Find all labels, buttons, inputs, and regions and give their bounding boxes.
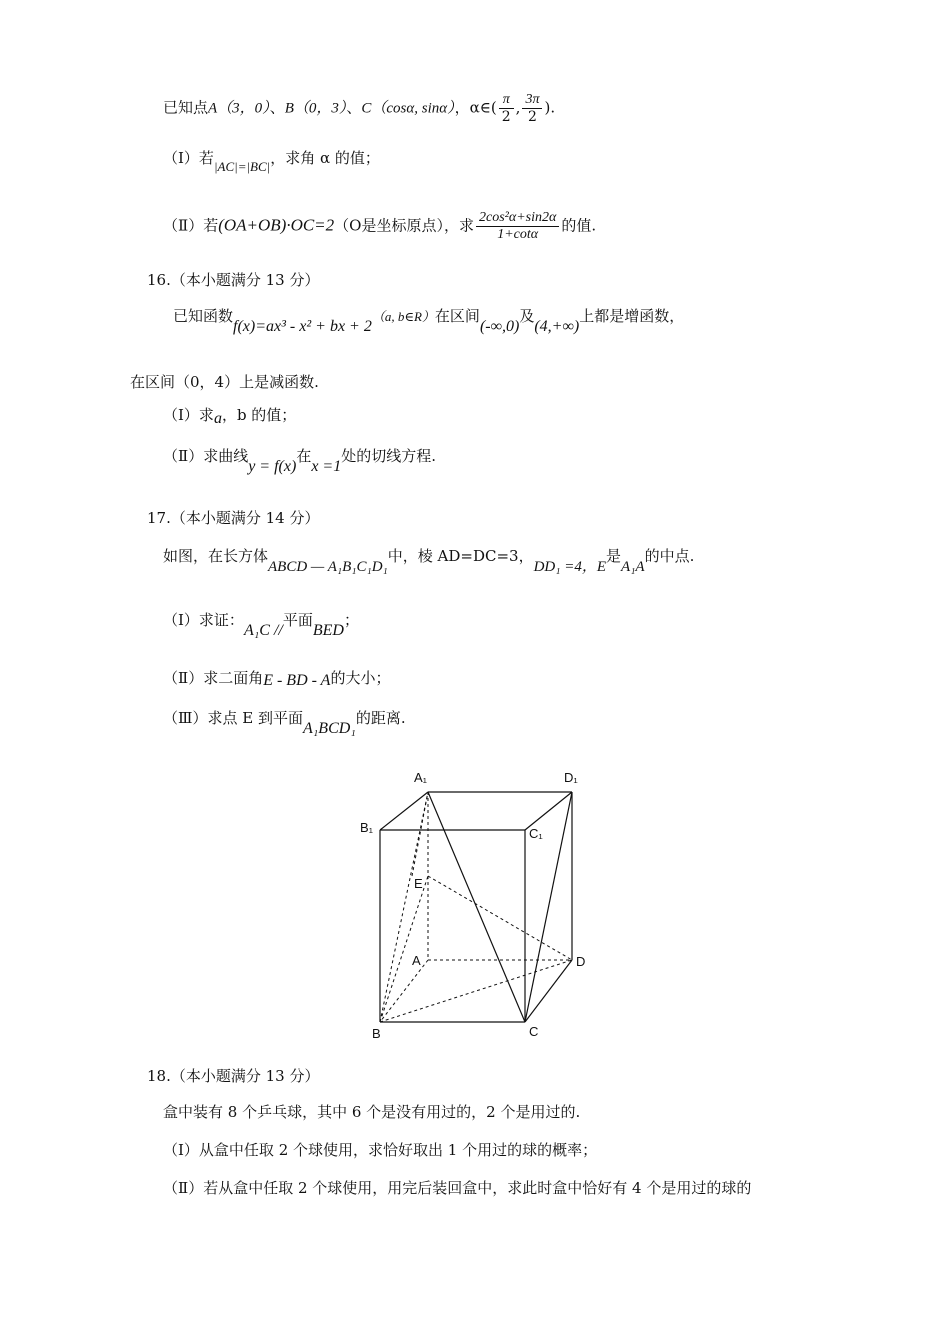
q17-part3: （Ⅲ）求点 E 到平面A₁BCD₁的距离. <box>163 709 406 737</box>
q16-x: x =1 <box>311 458 342 475</box>
point-a: A（3，0） <box>208 100 270 117</box>
q18-heading: 18.（本小题满分 13 分） <box>147 1067 320 1085</box>
q15-p2-math: (OA+OB)·OC=2 <box>218 215 335 235</box>
q15-intro: 已知点A（3，0）、B（0，3）、C（cosα, sinα），α∈( $\frac{\pi}{2}$ , $\frac{3\pi}{2}$ ). <box>163 92 556 125</box>
q17-heading: 17.（本小题满分 14 分） <box>147 509 320 527</box>
q15-p1-math: |AC|=|BC| <box>213 159 271 174</box>
edge-a1-c <box>428 792 525 1022</box>
q16-line1: 已知函数f(x)=ax³ - x² + bx + 2（a, b∈R）在区间(-∞,0)及(4,+∞)上都是增函数， <box>173 307 685 335</box>
fraction-3pi-over-2: $\frac{3\pi}{2}$ <box>522 92 542 125</box>
q16-condition: （a, b∈R） <box>371 309 435 324</box>
edge-b-a1 <box>380 792 428 1022</box>
label-a1: A₁ <box>414 770 428 785</box>
q17-angle: E - BD - A <box>263 672 331 689</box>
q16-line2: 在区间（0，4）上是减函数. <box>130 373 319 391</box>
q15-intro-text: 已知点 <box>163 98 209 117</box>
alpha-condition: ，α∈( <box>454 98 497 117</box>
label-c: C <box>529 1024 539 1039</box>
separator: 、 <box>346 98 362 117</box>
edge-a-b <box>380 960 428 1022</box>
label-b1: B₁ <box>360 820 374 835</box>
q15-p1-post: ，求角 α 的值； <box>270 149 380 167</box>
q18-line1: 盒中装有 8 个乒乓球，其中 6 个是没有用过的，2 个是用过的. <box>163 1103 581 1121</box>
q16-part2: （Ⅱ）求曲线y = f(x)在x =1处的切线方程. <box>163 447 437 475</box>
fraction-pi-over-2: $\frac{\pi}{2}$ <box>499 92 514 125</box>
point-c: C（cosα, sinα） <box>361 100 455 117</box>
label-a: A <box>412 953 421 968</box>
q17-part1: （Ⅰ）求证：A₁C //平面BED； <box>163 611 359 639</box>
q15-p2-post: 的值. <box>561 216 597 235</box>
label-e: E <box>414 876 423 891</box>
label-d1: D₁ <box>564 770 578 785</box>
interval-2: (4,+∞) <box>534 318 580 335</box>
q17-plane: A₁BCD₁ <box>302 720 356 737</box>
label-d: D <box>576 954 586 969</box>
cuboid-figure <box>350 760 600 1050</box>
q16-curve: y = f(x) <box>248 458 297 475</box>
edge-b1-a1 <box>380 792 428 830</box>
q16-var-a: a <box>213 410 222 427</box>
q16-heading: 16.（本小题满分 13 分） <box>147 271 320 289</box>
part-label: （Ⅱ）若 <box>163 216 219 235</box>
q17-line1: 如图，在长方体ABCD — A₁B₁C₁D₁中，棱 AD=DC=3，DD₁ =4，E是A₁A的中点. <box>163 547 695 575</box>
point-b: B（0，3） <box>284 100 347 117</box>
q18-part2: （Ⅱ）若从盒中任取 2 个球使用，用完后装回盒中，求此时盒中恰好有 4 个是用过的球的 <box>163 1179 752 1197</box>
q16-part1: （Ⅰ）求a，b 的值； <box>163 406 297 427</box>
edge-b-a1-inner <box>412 792 428 876</box>
edge-b-e <box>380 876 428 1022</box>
q17-dd1: DD₁ =4 <box>533 559 582 575</box>
label-c1: C₁ <box>529 826 543 841</box>
q15-part1 <box>163 148 380 174</box>
separator: 、 <box>269 98 285 117</box>
q15-p2-fraction: $\frac{\text{2cos²α+sin2α}}{1+\cot\alpha}$ <box>476 210 559 243</box>
edge-b-d <box>380 960 572 1022</box>
q17-box: ABCD — A₁B₁C₁D₁ <box>268 559 388 575</box>
q17-bed: BED <box>312 622 344 639</box>
q17-part2: （Ⅱ）求二面角E - BD - A的大小； <box>163 669 391 689</box>
label-b: B <box>372 1026 381 1041</box>
q15-part2 <box>163 210 596 243</box>
part-label: （Ⅰ）若 <box>163 149 214 167</box>
q16-function: f(x)=ax³ - x² + bx + 2 <box>233 318 372 335</box>
edge-e-d <box>428 876 572 960</box>
edge-c-d <box>525 960 572 1022</box>
q17-a1c: A₁C // <box>243 622 283 639</box>
interval-1: (-∞,0) <box>479 318 520 335</box>
q17-aa1: A₁A <box>621 559 645 575</box>
q15-p2-mid: （O是坐标原点），求 <box>334 216 474 235</box>
q18-part1: （Ⅰ）从盒中任取 2 个球使用，求恰好取出 1 个用过的球的概率； <box>163 1141 598 1159</box>
